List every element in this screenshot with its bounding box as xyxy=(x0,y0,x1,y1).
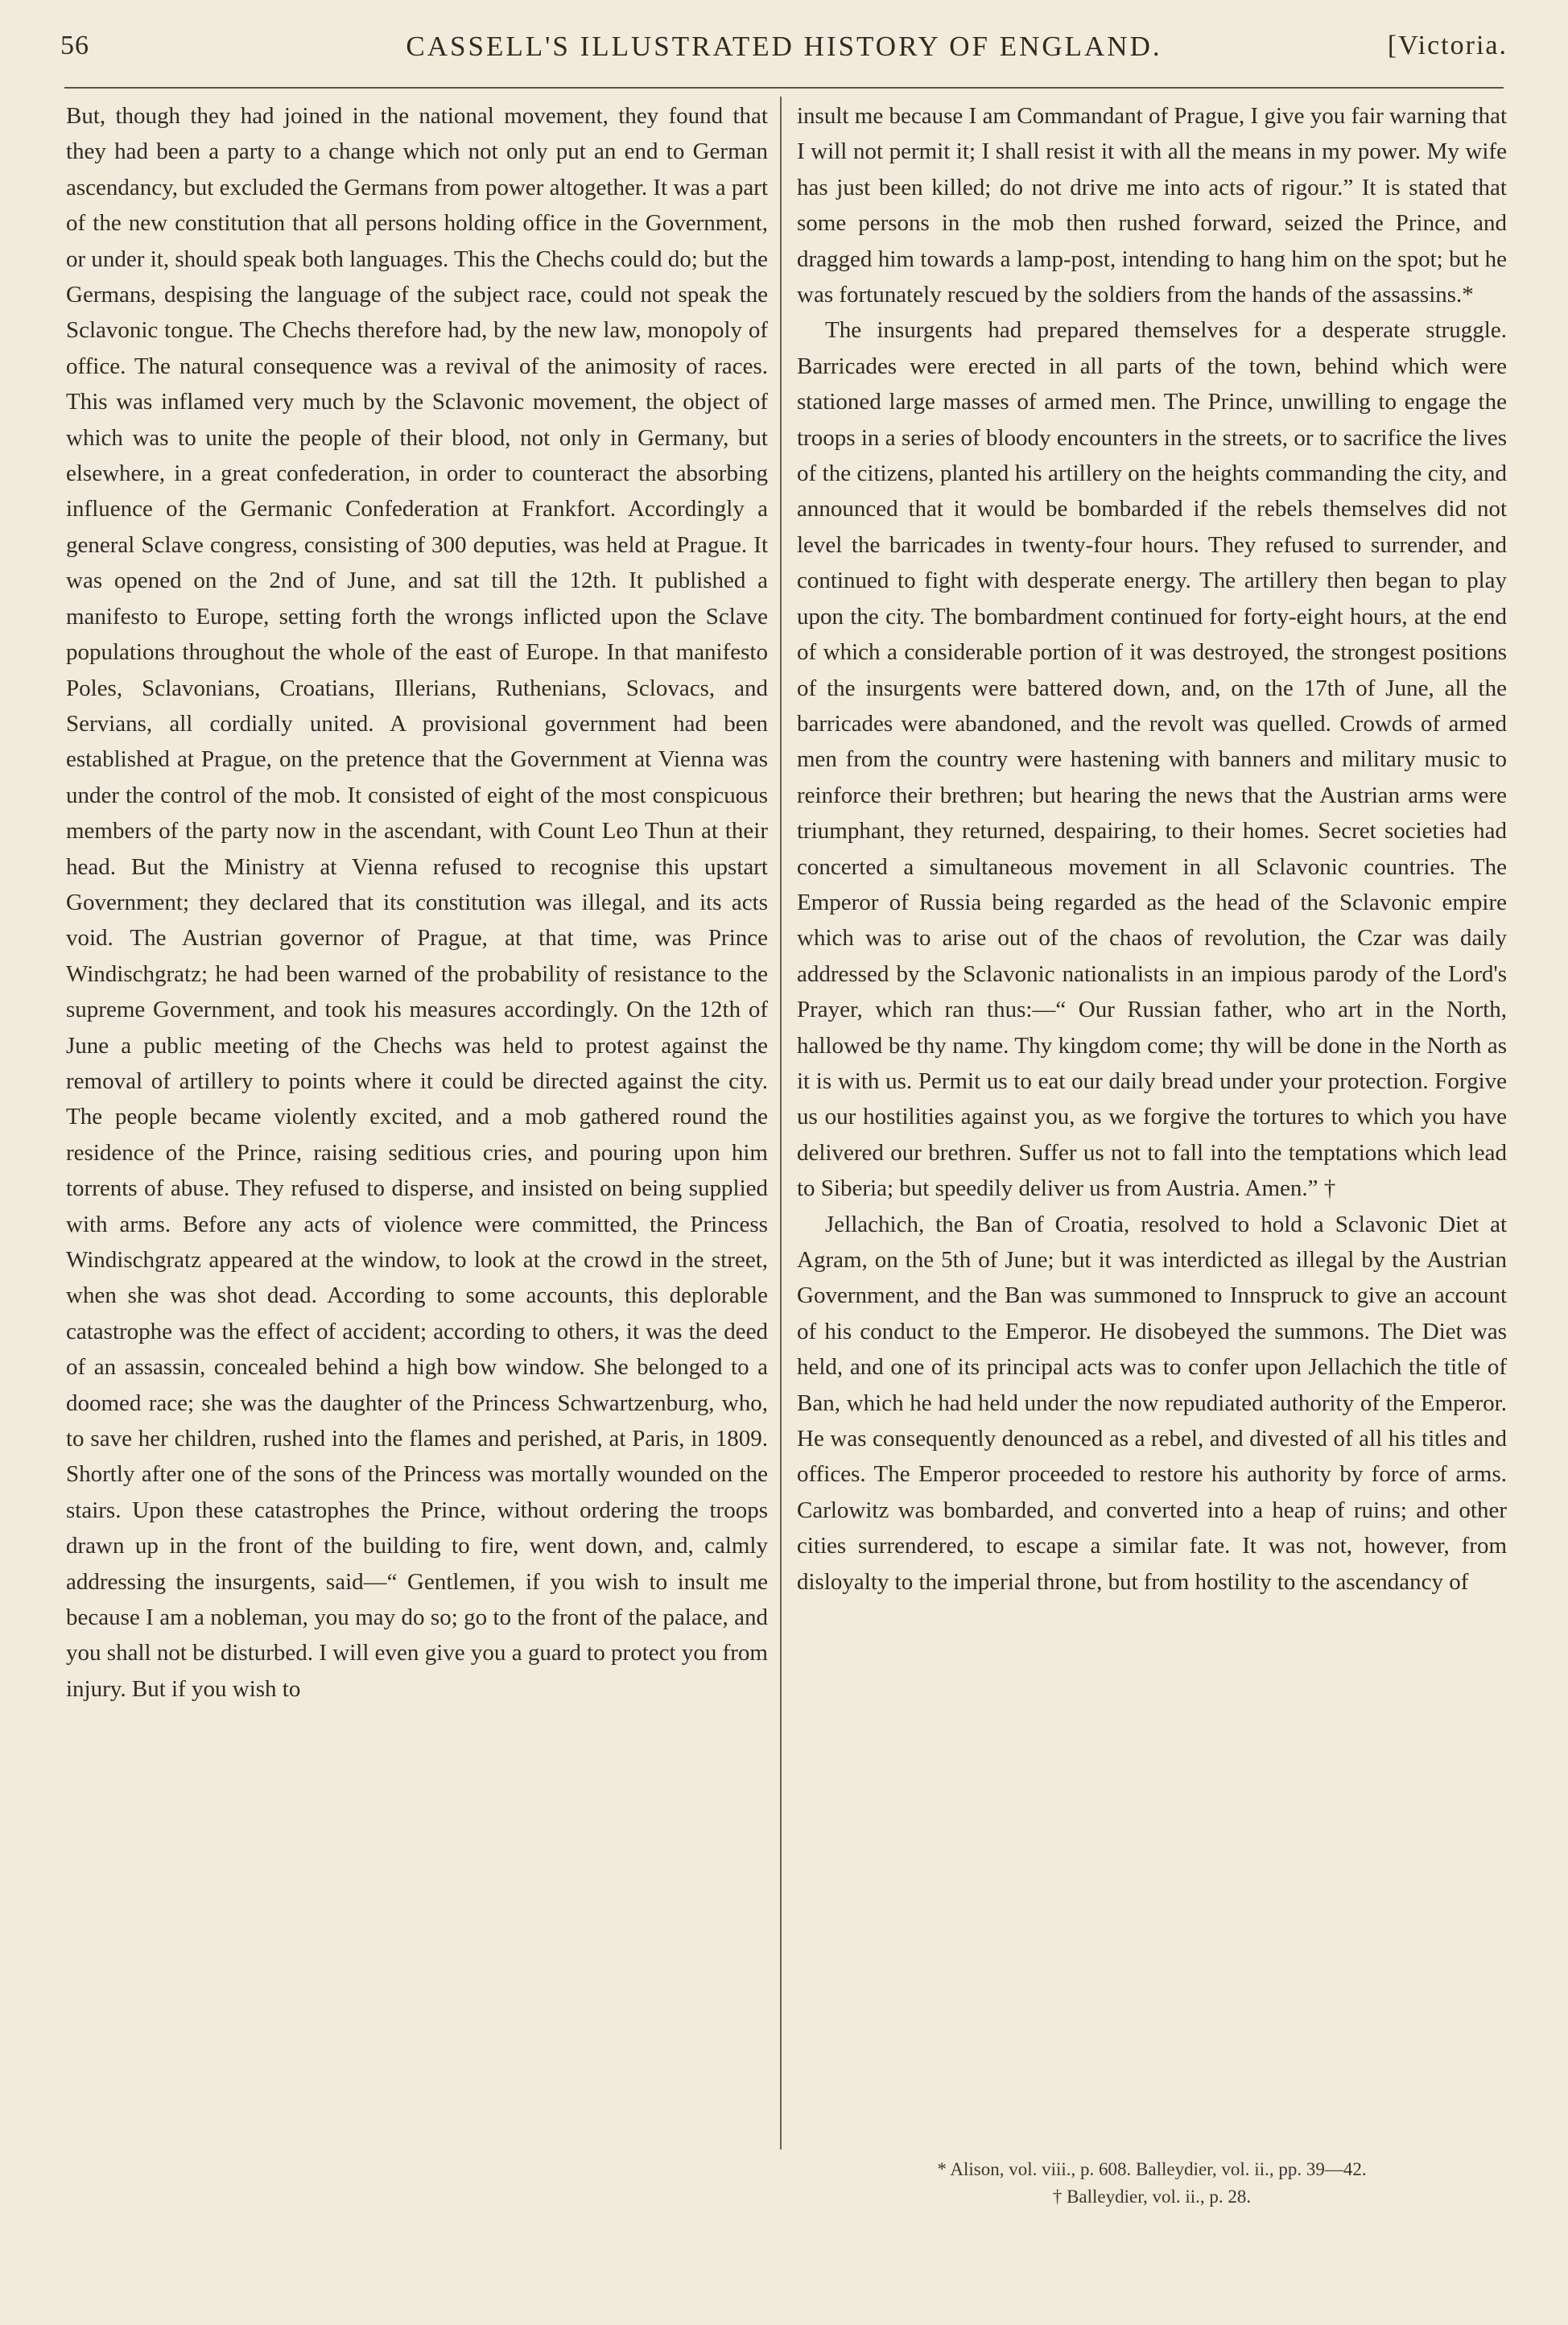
running-title: CASSELL'S ILLUSTRATED HISTORY OF ENGLAND. xyxy=(406,31,1162,62)
column-divider xyxy=(780,97,782,2149)
running-header xyxy=(60,24,1508,81)
header-rule xyxy=(64,87,1504,89)
paragraph: The insurgents had prepared themselves for a desperate struggle. Barricades were erected in all parts of the town, behind which were stationed large masses of armed men. The Prince, unwilling to engage the troops in a series of bloody encounters in the streets, or to sacrifice the lives of the citizens, planted his artillery on the heights commanding the city, and announced that it would be bombarded if the rebels themselves did not level the barricades in twenty-four hours. They refused to surrender, and continued to fight with desperate energy. The artillery then began to play upon the city. The bombardment continued for forty-eight hours, at the end of which a considerable portion of it was destroyed, the strongest positions of the insurgents were battered down, and, on the 17th of June, all the barricades were abandoned, and the revolt was quelled. Crowds of armed men from the country were hastening with banners and military music to reinforce their brethren; but hearing the news that the Austrian arms were triumphant, they returned, despairing, to their homes. Secret societies had concerted a simultaneous movement in all Sclavonic countries. The Emperor of Russia being regarded as the head of the Sclavonic empire which was to arise out of the chaos of revolution, the Czar was daily addressed by the Sclavonic nationalists in an impious parody of the Lord's Prayer, which ran thus:—“ Our Russian father, who art in the North, hallowed be thy name. Thy kingdom come; thy will be done in the North as it is with us. Permit us to eat our daily bread under your protection. Forgive us our hostilities against you, as we forgive the tortures to which you have delivered our brethren. Suffer us not to fall into the temptations which lead to Siberia; but speedily deliver us from Austria. Amen.” † xyxy=(797,317,1507,1202)
left-column xyxy=(66,98,768,2127)
page-number: 56 xyxy=(60,31,89,60)
footnotes xyxy=(797,2156,1507,2211)
paragraph: But, though they had joined in the national movement, they found that they had been a party to a change which not only put an end to German ascendancy, but excluded the Germans from power altogether. It was a part of the new constitution that all persons holding office in the Government, or under it, should speak both languages. This the Chechs could do; but the Germans, despising the language of the subject race, could not speak the Sclavonic tongue. The Chechs therefore had, by the new law, monopoly of office. The natural consequence was a revival of the animosity of races. This was inflamed very much by the Sclavonic movement, the object of which was to unite the people of their blood, not only in Germany, but elsewhere, in a great confederation, in order to counteract the absorbing influence of the Germanic Confederation at Frankfort. Accordingly a general Sclave congress, consisting of 300 deputies, was held at Prague. It was opened on the 2nd of June, and sat till the 12th. It published a manifesto to Europe, setting forth the wrongs inflicted upon the Sclave populations throughout the whole of the east of Europe. In that manifesto Poles, Sclavonians, Croatians, Illerians, Ruthenians, Sclovacs, and Servians, all cordially united. A provisional government had been established at Prague, on the pretence that the Government at Vienna was under the control of the mob. It consisted of eight of the most conspicuous members of the party now in the ascendant, with Count Leo Thun at their head. But the Ministry at Vienna refused to recognise this upstart Government; they declared that its constitution was illegal, and its acts void. The Austrian governor of Prague, at that time, was Prince Windischgratz; he had been warned of the probability of resistance to the supreme Government, and took his measures accordingly. On the 12th of June a public meeting of the Chechs was held to protest against the removal of artillery to points where it could be directed against the city. The people became violently excited, and a mob gathered round the residence of the Prince, raising seditious cries, and pouring upon him torrents of abuse. They refused to disperse, and insisted on being supplied with arms. Before any acts of violence were committed, the Princess Windischgratz appeared at the window, to look at the crowd in the street, when she was shot dead. According to some accounts, this deplorable catastrophe was the effect of accident; according to others, it was the deed of an assassin, concealed behind a high bow window. She belonged to a doomed race; she was the daughter of the Princess Schwartzenburg, who, to save her children, rushed into the flames and perished, at Paris, in 1809. Shortly after one of the sons of the Princess was mortally wounded on the stairs. Upon these catastrophes the Prince, without ordering the troops drawn up in the front of the building to fire, went down, and, calmly addressing the insurgents, said—“ Gentlemen, if you wish to insult me because I am a nobleman, you may do so; go to the front of the palace, and you shall not be disturbed. I will even give you a guard to protect you from injury. But if you wish to xyxy=(66,103,768,1702)
footnote: * Alison, vol. viii., p. 608. Balleydier, vol. ii., pp. 39—42. xyxy=(937,2159,1367,2179)
reign-label: [Victoria. xyxy=(1387,31,1508,60)
paragraph: Jellachich, the Ban of Croatia, resolved to hold a Sclavonic Diet at Agram, on the 5th of June; but it was interdicted as illegal by the Austrian Government, and the Ban was summoned to Innspruck to give an account of his conduct to the Emperor. He disobeyed the summons. The Diet was held, and one of its principal acts was to confer upon Jellachich the title of Ban, which he had held under the now repudiated authority of the Emperor. He was consequently denounced as a rebel, and divested of all his titles and offices. The Emperor proceeded to restore his authority by force of arms. Carlowitz was bombarded, and converted into a heap of ruins; and other cities surrendered, to escape a similar fate. It was not, however, from disloyalty to the imperial throne, but from hostility to the ascendancy of xyxy=(797,1211,1507,1595)
footnote: † Balleydier, vol. ii., p. 28. xyxy=(1052,2187,1252,2207)
right-column xyxy=(797,98,1507,2135)
paragraph: insult me because I am Commandant of Prague, I give you fair warning that I will not permit it; I shall resist it with all the means in my power. My wife has just been killed; do not drive me into acts of rigour.” It is stated that some persons in the mob then rushed forward, seized the Prince, and dragged him towards a lamp-post, intending to hang him on the spot; but he was fortunately rescued by the soldiers from the hands of the assassins.* xyxy=(797,103,1507,308)
